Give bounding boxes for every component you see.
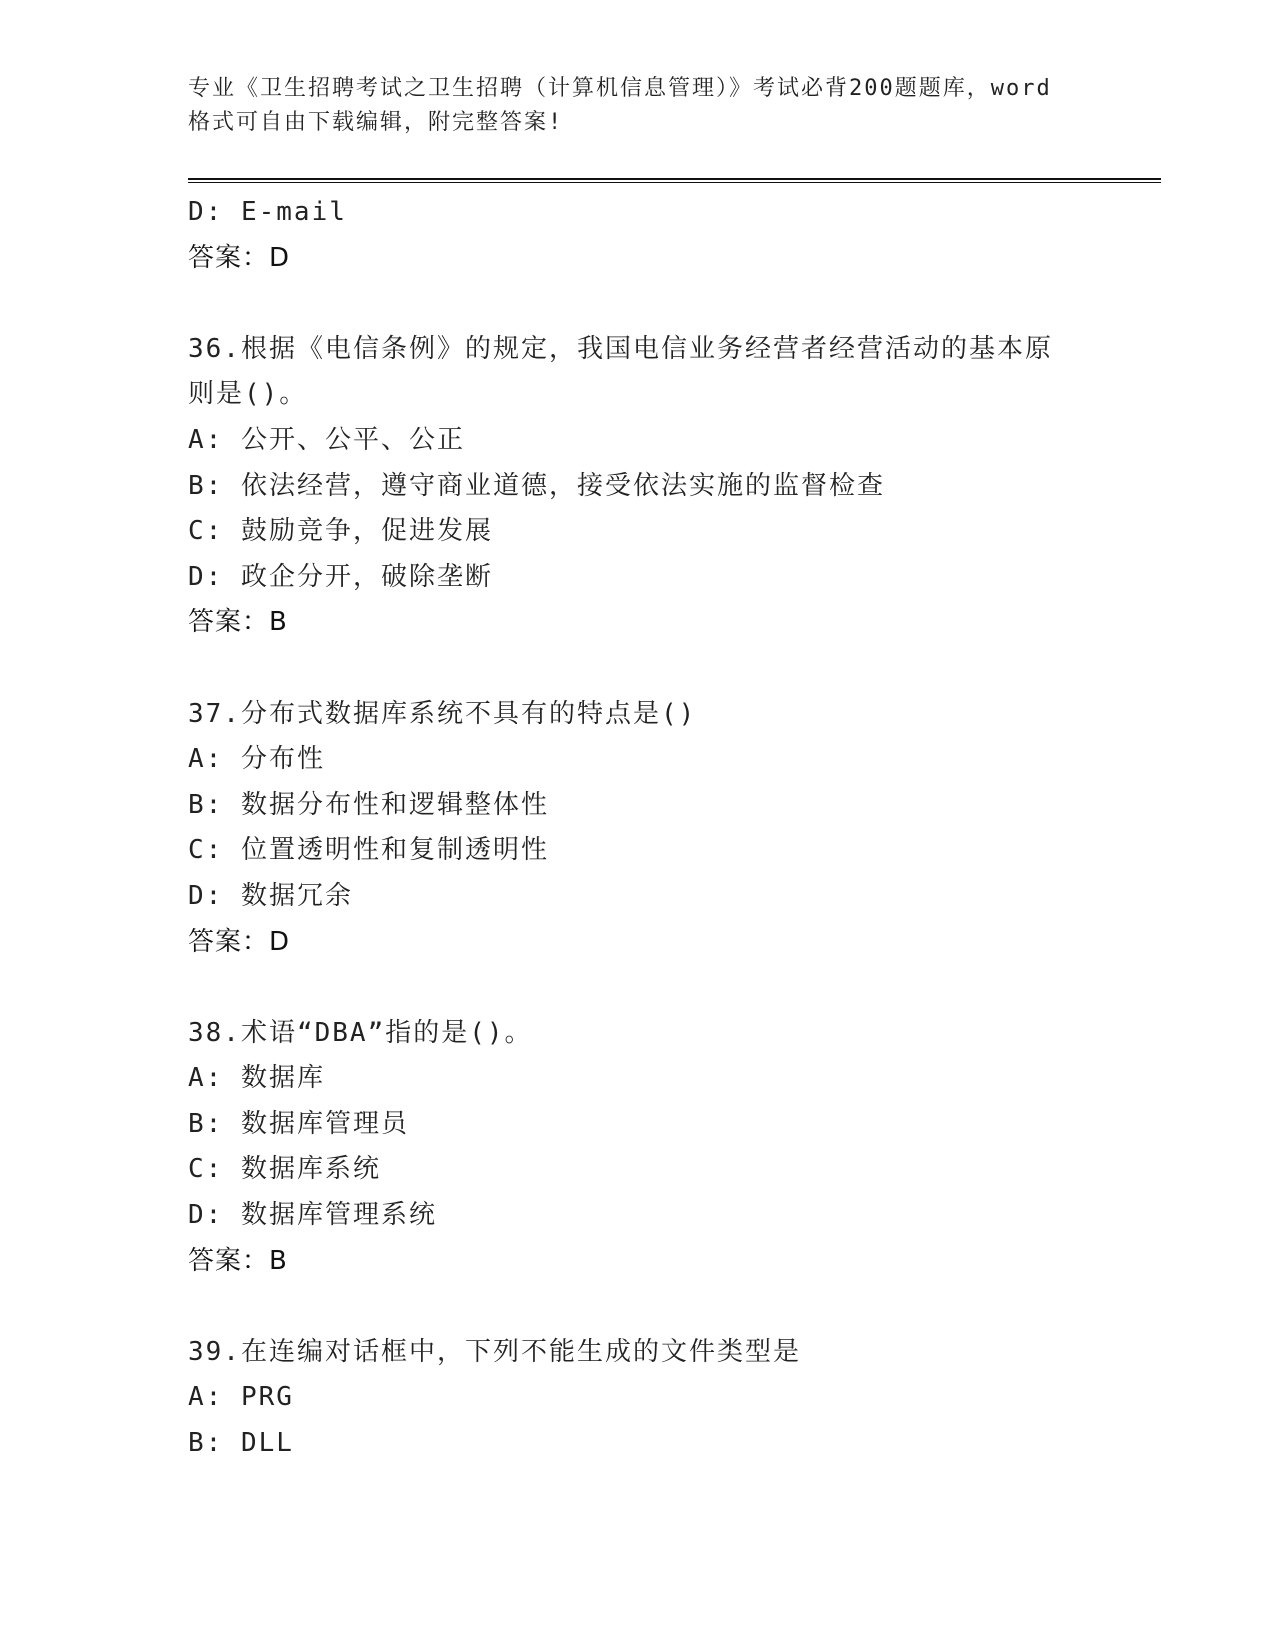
spacer <box>188 281 1088 327</box>
header-line-1: 专业《卫生招聘考试之卫生招聘（计算机信息管理）》考试必背200题题库，word <box>188 76 1052 101</box>
answer-line: 答案：B <box>188 1245 288 1276</box>
answer-line: 答案：D <box>188 242 291 273</box>
option-b: B: 依法经营，遵守商业道德，接受依法实施的监督检查 <box>188 470 885 501</box>
option-d: D: 政企分开，破除垄断 <box>188 561 493 592</box>
option-c: C: 鼓励竞争，促进发展 <box>188 516 493 547</box>
question-39 <box>188 1330 1088 1467</box>
question-37 <box>188 692 1088 966</box>
option-a: A: PRG <box>188 1382 294 1413</box>
option-a: A: 分布性 <box>188 744 325 775</box>
question-38 <box>188 1011 1088 1285</box>
answer-line: 答案：D <box>188 926 291 957</box>
option-b: B: 数据库管理员 <box>188 1108 409 1139</box>
header-line-2: 格式可自由下载编辑，附完整答案! <box>188 110 564 135</box>
question-stem: 38.术语“DBA”指的是()。 <box>188 1017 533 1048</box>
option-c: C: 数据库系统 <box>188 1154 381 1185</box>
option-a: A: 公开、公平、公正 <box>188 424 465 455</box>
question-stem: 37.分布式数据库系统不具有的特点是() <box>188 698 697 729</box>
answer-line: 答案：B <box>188 607 288 638</box>
spacer <box>188 1284 1088 1330</box>
option-b: B: 数据分布性和逻辑整体性 <box>188 789 549 820</box>
question-stem: 36.根据《电信条例》的规定，我国电信业务经营者经营活动的基本原 <box>188 333 1053 364</box>
question-list <box>188 190 1088 1467</box>
prev-question <box>188 190 1088 281</box>
option-c: C: 位置透明性和复制透明性 <box>188 835 549 866</box>
header-divider <box>188 178 1161 183</box>
option-a: A: 数据库 <box>188 1063 325 1094</box>
spacer <box>188 965 1088 1011</box>
option-b: B: DLL <box>188 1428 294 1459</box>
question-stem: 则是()。 <box>188 379 308 410</box>
option-d: D: E-mail <box>188 197 347 227</box>
option-d: D: 数据库管理系统 <box>188 1200 437 1231</box>
question-36 <box>188 327 1088 646</box>
option-d: D: 数据冗余 <box>188 880 353 911</box>
spacer <box>188 646 1088 692</box>
question-stem: 39.在连编对话框中，下列不能生成的文件类型是 <box>188 1336 801 1367</box>
document-header <box>188 72 1088 140</box>
